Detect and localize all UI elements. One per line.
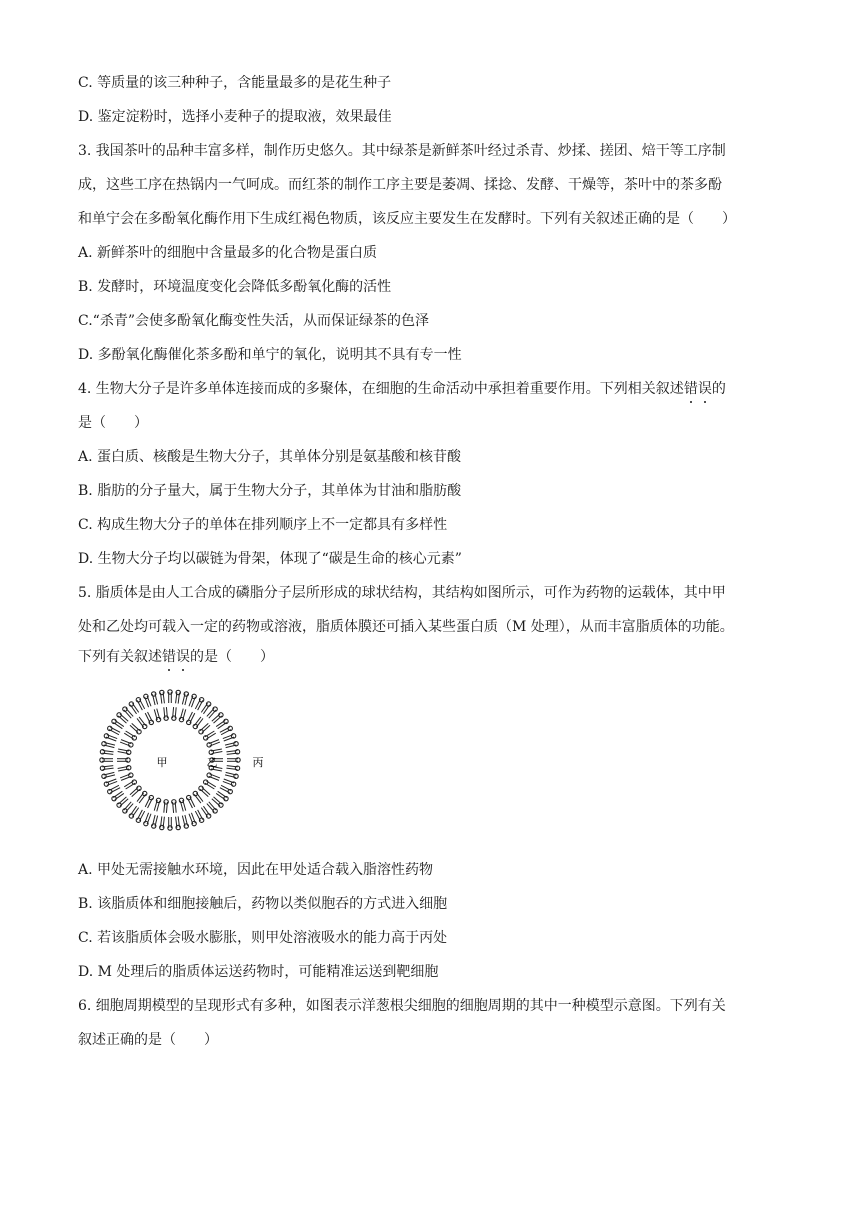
phospholipid-tail (137, 793, 144, 802)
phospholipid-tail (104, 745, 115, 748)
phospholipid-tail (183, 709, 186, 720)
label-bing: 丙 (252, 756, 264, 769)
phospholipid-tail (115, 720, 124, 726)
phospholipid-tail (104, 772, 115, 775)
phospholipid-tail (183, 800, 186, 811)
phospholipid-tail (214, 716, 222, 723)
q3-option-c: C.“杀青”会使多酚氧化酶变性失活，从而保证绿茶的色泽 (78, 313, 429, 329)
phospholipid-tail (218, 791, 227, 797)
phospholipid-tail (182, 694, 185, 705)
phospholipid-tail (196, 793, 203, 802)
phospholipid-tail (205, 783, 214, 789)
phospholipid-tail (118, 797, 126, 804)
q3-stem-line-3: 和单宁会在多酚氧化酶作用下生成红褐色物质，该反应主要发生在发酵时。下列有关叙述正确的是（ ） (78, 211, 736, 227)
q5-option-c: C. 若该脂质体会吸水膨胀，则甲处溶液吸水的能力高于丙处 (78, 930, 448, 946)
phospholipid-tail (109, 785, 119, 790)
phospholipid-tail (154, 800, 157, 811)
phospholipid-tail (194, 717, 201, 726)
phospholipid-tail (126, 731, 135, 737)
q4-stem-line-1: 4. 生物大分子是许多单体连接而成的多聚体，在细胞的生命活动中承担着重要作用。下列相关叙述错误的 (78, 381, 726, 397)
label-jia: 甲 (156, 756, 168, 769)
phospholipid-tail (163, 817, 164, 828)
phospholipid-tail (154, 709, 157, 720)
phospholipid-tail (221, 785, 231, 790)
phospholipid-tail (126, 708, 133, 716)
q5-stem-line-1: 5. 脂质体是由人工合成的磷脂分子层所形成的球状结构，其结构如图所示，可作为药物的运载体，其中甲 (78, 585, 726, 601)
phospholipid-tail (102, 766, 113, 767)
phospholipid-tail (132, 789, 140, 796)
phospholipid-tail (207, 708, 214, 716)
q2-option-c: C. 等质量的该三种种子，含能量最多的是花生种子 (78, 75, 392, 91)
phospholipid-tail (205, 731, 214, 737)
phospholipid-tail (202, 725, 210, 732)
q5-stem-line-3: 下列有关叙述错误的是（ ） (78, 649, 274, 665)
phospholipid-tail (132, 808, 138, 817)
q4-option-a: A. 蛋白质、核酸是生物大分子，其单体分别是氨基酸和核苷酸 (78, 449, 462, 465)
q6-stem-line-1: 6. 细胞周期模型的呈现形式有多种，如图表示洋葱根尖细胞的细胞周期的其中一种模型示意图。下列有关 (78, 998, 726, 1014)
phospholipid-tail (126, 804, 133, 812)
phospholipid-tail (113, 722, 122, 728)
phospholipid-tail (194, 794, 201, 803)
phospholipid-tail (209, 802, 216, 810)
phospholipid-tail (196, 718, 203, 727)
q4-stem-line-2: 是（ ） (78, 415, 148, 431)
q5-option-d: D. M 处理后的脂质体运送药物时，可能精准运送到靶细胞 (78, 964, 439, 980)
phospholipid-tail (120, 714, 128, 721)
phospholipid-tail (137, 718, 144, 727)
q4-option-b: B. 脂肪的分子量大，属于生物大分子，其单体为甘油和脂肪酸 (78, 483, 462, 499)
phospholipid-tail (201, 808, 207, 817)
phospholipid-tail (120, 799, 128, 806)
phospholipid-tail (132, 703, 138, 712)
phospholipid-tail (126, 783, 135, 789)
phospholipid-tail (195, 811, 200, 821)
phospholipid-tail (130, 787, 138, 794)
phospholipid-tail (132, 723, 140, 730)
phospholipid-tail (212, 799, 220, 806)
q2-option-d: D. 鉴定淀粉时，选择小麦种子的提取液，效果最佳 (78, 109, 392, 125)
q6-stem-line-2: 叙述正确的是（ ） (78, 1032, 218, 1048)
phospholipid-tail (124, 710, 131, 718)
q3-option-d: D. 多酚氧化酶催化茶多酚和单宁的氧化，说明其不具有专一性 (78, 347, 462, 363)
phospholipid-tail (124, 802, 131, 810)
phospholipid-tail (201, 703, 207, 712)
phospholipid-tail (118, 716, 126, 723)
phospholipid-tail (130, 705, 136, 714)
phospholipid-tail (155, 816, 158, 827)
phospholipid-tail (216, 793, 225, 799)
q3-option-a: A. 新鲜茶叶的细胞中含量最多的化合物是蛋白质 (78, 245, 378, 261)
q4-option-c: C. 构成生物大分子的单体在排列顺序上不一定都具有多样性 (78, 517, 448, 533)
phospholipid-tail (182, 816, 185, 827)
phospholipid-tail (102, 753, 113, 754)
q3-stem-line-2: 成，这些工序在热锅内一气呵成。而红茶的制作工序主要是萎凋、揉捻、发酵、干燥等，茶叶中的茶多酚 (78, 177, 722, 193)
phospholipid-tail (115, 793, 124, 799)
phospholipid-tail (203, 806, 209, 815)
phospholipid-tail (130, 725, 138, 732)
phospholipid-tail (176, 817, 177, 828)
phospholipid-tail (209, 710, 216, 718)
phospholipid-tail (139, 717, 146, 726)
q5-option-a: A. 甲处无需接触水环境，因此在甲处适合载入脂溶性药物 (78, 862, 434, 878)
phospholipid-tail (113, 791, 122, 797)
phospholipid-tail (109, 730, 119, 735)
phospholipid-tail (221, 730, 231, 735)
phospholipid-tail (139, 794, 146, 803)
q5-option-b: B. 该脂质体和细胞接触后，药物以类似胞吞的方式进入细胞 (78, 896, 448, 912)
phospholipid-tail (176, 692, 177, 703)
phospholipid-tail (212, 714, 220, 721)
phospholipid-tail (200, 789, 208, 796)
liposome-diagram (82, 686, 272, 844)
phospholipid-tail (130, 806, 136, 815)
phospholipid-tail (195, 699, 200, 709)
phospholipid-tail (207, 804, 214, 812)
phospholipid-tail (163, 692, 164, 703)
phospholipid-tail (203, 705, 209, 714)
phospholipid-tail (227, 753, 238, 754)
label-yi: 乙 (206, 756, 218, 769)
phospholipid-tail (227, 766, 238, 767)
phospholipid-tail (214, 797, 222, 804)
phospholipid-tail (216, 720, 225, 726)
phospholipid-tail (155, 694, 158, 705)
phospholipid-tail (202, 787, 210, 794)
q3-stem-line-1: 3. 我国茶叶的品种丰富多样，制作历史悠久。其中绿茶是新鲜茶叶经过杀青、炒揉、搓团、焙干等工序制 (78, 143, 726, 159)
outer-lipid-layer (100, 690, 240, 830)
q5-stem-line-2: 处和乙处均可载入一定的药物或溶液，脂质体膜还可插入某些蛋白质（M 处理），从而丰富脂质体的功能。 (78, 619, 734, 635)
phospholipid-tail (218, 722, 227, 728)
q4-option-d: D. 生物大分子均以碳链为骨架，体现了“碳是生命的核心元素” (78, 551, 462, 567)
phospholipid-tail (200, 723, 208, 730)
phospholipid-tail (140, 811, 145, 821)
phospholipid-tail (140, 699, 145, 709)
q3-option-b: B. 发酵时，环境温度变化会降低多酚氧化酶的活性 (78, 279, 392, 295)
phospholipid-tail (226, 772, 237, 775)
phospholipid-tail (226, 745, 237, 748)
